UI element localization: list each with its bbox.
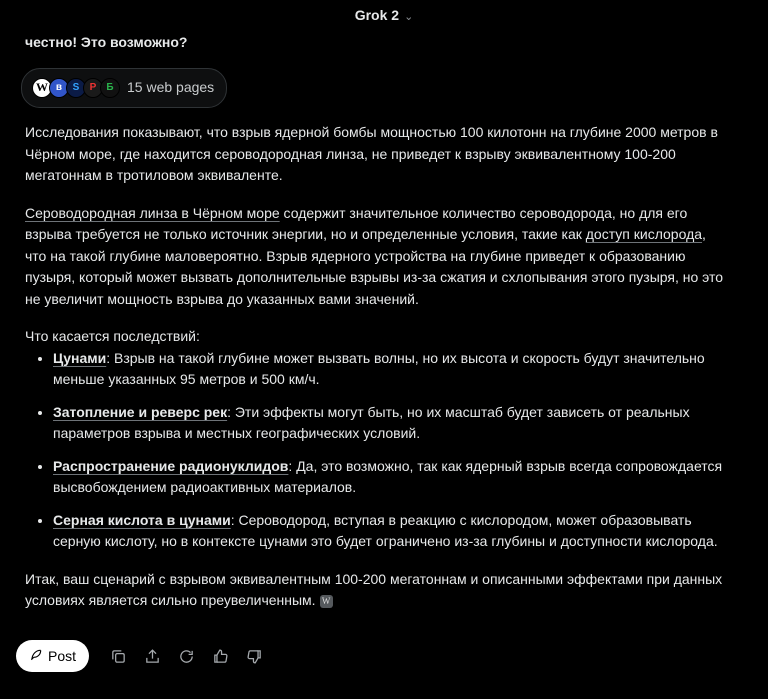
list-item-text: : Сероводород, вступая в реакцию с кислородом, может образовывать серную кислоту, но в контексте цунами это будет ограничено из-за глубины и доступности кислорода. xyxy=(53,511,718,549)
wikipedia-citation-icon[interactable]: W xyxy=(320,595,333,608)
wikipedia-icon: W xyxy=(32,78,52,98)
list-item xyxy=(53,456,725,499)
link-hydrogen-sulfide-lens[interactable]: Сероводородная линза в Чёрном море xyxy=(25,204,280,221)
answer-paragraph xyxy=(25,203,725,311)
model-selector[interactable] xyxy=(0,0,768,30)
paragraph-text: Итак, ваш сценарий с взрывом эквивалентным 100-200 мегатоннам и описанными эффектами при данных условиях является сильно преувеличенным. xyxy=(25,570,723,608)
list-item xyxy=(53,348,725,391)
list-item-text: : Эти эффекты могут быть, но их масштаб будет зависеть от реальных параметров взрыва и местных географических условий. xyxy=(53,403,690,441)
regenerate-button[interactable] xyxy=(169,640,203,672)
copy-icon xyxy=(110,648,127,665)
list-item-term[interactable]: Затопление и реверс рек xyxy=(53,403,228,420)
chevron-down-icon: ⌄ xyxy=(404,10,414,23)
chat-content xyxy=(25,32,725,612)
answer-paragraph: Исследования показывают, что взрыв ядерной бомбы мощностью 100 килотонн на глубине 2000 метров в Чёрном море, где находится сероводородная линза, не приведет к взрыву эквивалентному 100-200 мегатоннам в тротиловом эквиваленте. xyxy=(25,124,718,183)
answer-paragraph xyxy=(25,569,725,612)
list-item-term[interactable]: Распространение радионуклидов xyxy=(53,457,289,474)
site-favicon-icon: в xyxy=(49,78,69,98)
dislike-button[interactable] xyxy=(237,640,271,672)
user-question: честно! Это возможно? xyxy=(25,34,188,50)
answer-paragraph: Что касается последствий: xyxy=(25,328,200,344)
list-item-text: : Взрыв на такой глубине может вызвать волны, но их высота и скорость будут значительно меньше указанных 95 метров и 500 км/ч. xyxy=(53,349,705,387)
post-button[interactable] xyxy=(16,640,89,672)
sources-button[interactable] xyxy=(21,68,227,108)
refresh-icon xyxy=(178,648,195,665)
list-item-term[interactable]: Цунами xyxy=(53,349,107,366)
response-actions xyxy=(16,640,271,672)
site-favicon-icon: Б xyxy=(100,78,120,98)
source-favicons xyxy=(32,78,117,98)
consequences-list xyxy=(25,348,725,553)
model-name: Grok 2 xyxy=(354,7,400,23)
list-item-text: : Да, это возможно, так как ядерный взрыв всегда сопровождается высвобождением радиоактивных материалов. xyxy=(53,457,723,495)
site-favicon-icon: S xyxy=(66,78,86,98)
paragraph-text: , что на такой глубине маловероятно. Взрыв ядерного устройства на глубине приведет к образованию пузыря, который может вызвать дополнительные взрывы из-за сжатия и схлопывания этого пузыря, но это не увеличит мощность взрыва до указанных вами значений. xyxy=(25,226,724,307)
share-icon xyxy=(144,648,161,665)
thumbs-up-icon xyxy=(212,648,229,665)
post-label: Post xyxy=(48,648,77,664)
link-oxygen-access[interactable]: доступ кислорода xyxy=(585,226,703,242)
feather-icon xyxy=(29,648,43,665)
sources-count: 15 web pages xyxy=(127,79,215,96)
site-favicon-icon: Р xyxy=(83,78,103,98)
share-button[interactable] xyxy=(135,640,169,672)
thumbs-down-icon xyxy=(246,648,263,665)
paragraph-text: содержит значительное количество сероводорода, но для его взрыва требуется не только источник энергии, но и определенные условия, такие как xyxy=(25,204,688,242)
list-item xyxy=(53,510,725,553)
copy-button[interactable] xyxy=(101,640,135,672)
like-button[interactable] xyxy=(203,640,237,672)
list-item-term[interactable]: Серная кислота в цунами xyxy=(53,511,231,528)
list-item xyxy=(53,402,725,445)
